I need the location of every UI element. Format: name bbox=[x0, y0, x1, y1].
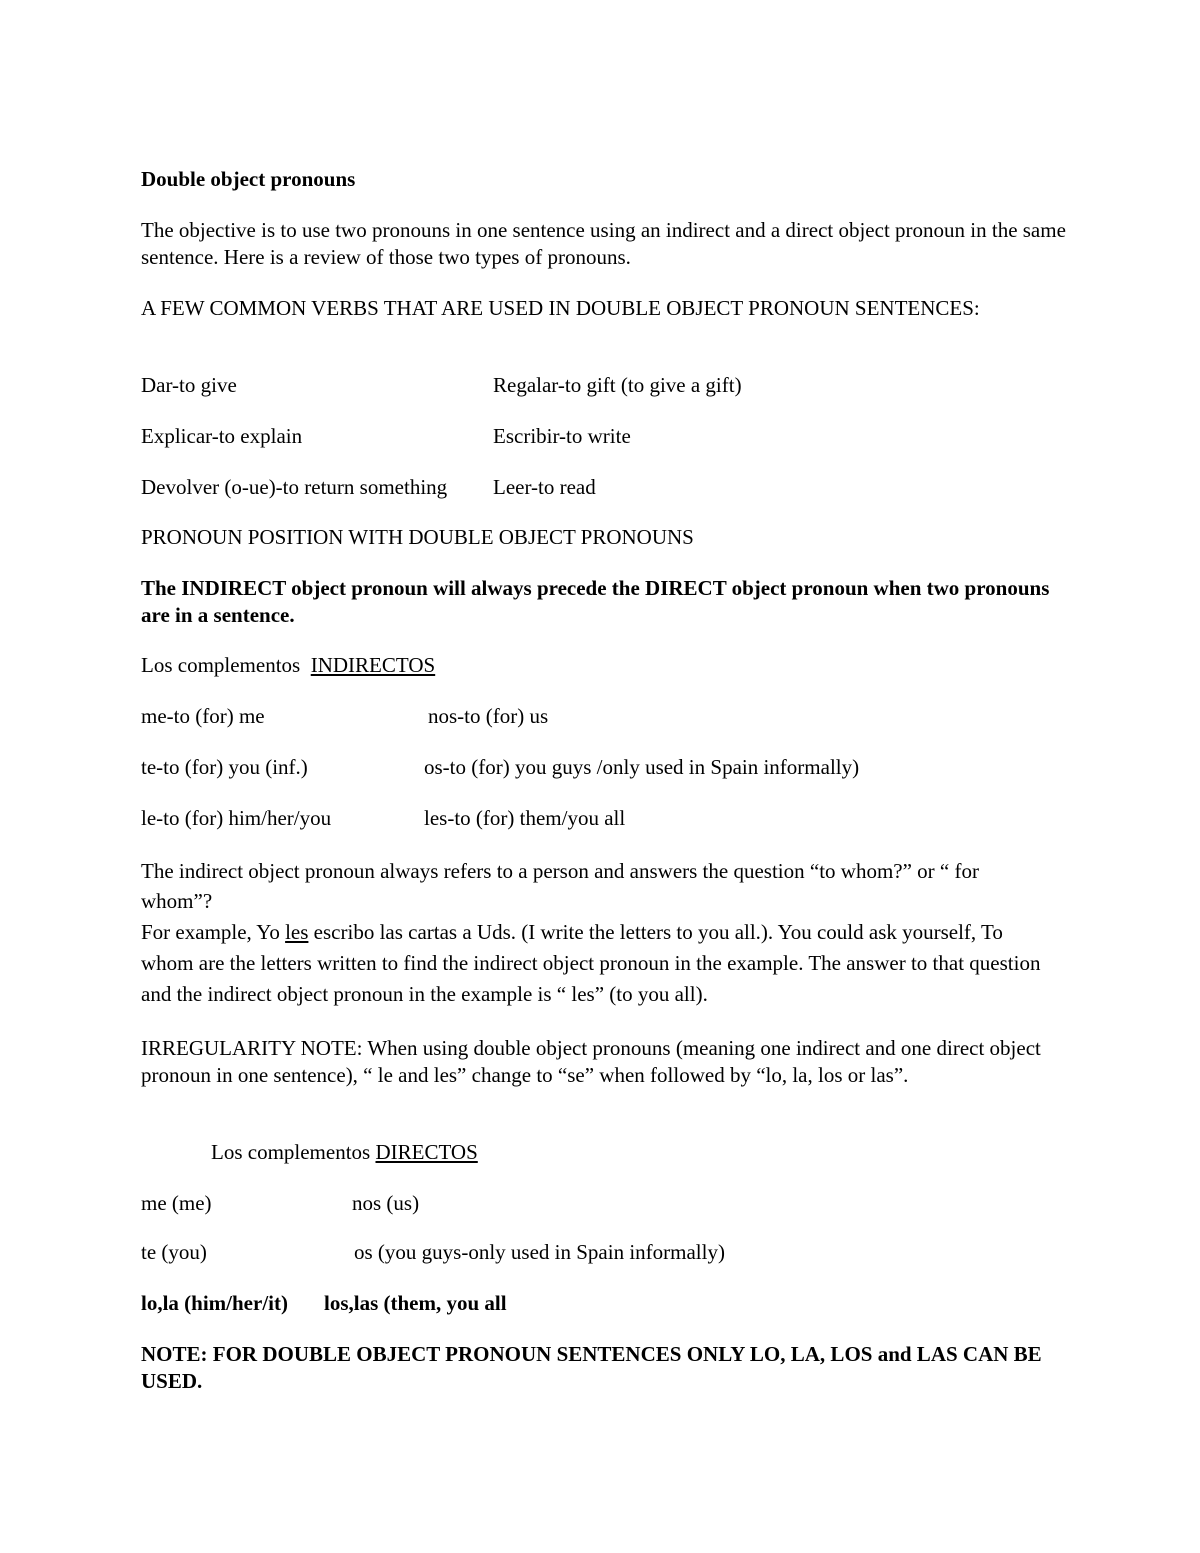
indirect-right: les-to (for) them/you all bbox=[424, 806, 626, 830]
indirect-row bbox=[141, 805, 331, 832]
direct-label bbox=[211, 1139, 478, 1166]
indirect-row bbox=[141, 703, 265, 730]
verb-right: Leer-to read bbox=[493, 475, 596, 499]
explanation-line: The indirect object pronoun always refers to a person and answers the question “to whom?” or “ for whom”? bbox=[141, 859, 979, 913]
example-post: escribo las cartas a Uds. (I write the letters to you all.). You could ask yourself, To whom are the letters written to find the indirect object pronoun in the example. The answer to that question and the indirect object pronoun in the example is “ les” (to you all). bbox=[141, 920, 1041, 1006]
final-note: NOTE: FOR DOUBLE OBJECT PRONOUN SENTENCES ONLY LO, LA, LOS and LAS CAN BE USED. bbox=[141, 1342, 1042, 1393]
position-heading: PRONOUN POSITION WITH DOUBLE OBJECT PRONOUNS bbox=[141, 525, 694, 549]
example-underlined: les bbox=[285, 920, 309, 944]
verbs-heading: A FEW COMMON VERBS THAT ARE USED IN DOUBLE OBJECT PRONOUN SENTENCES: bbox=[141, 296, 980, 320]
verb-row bbox=[141, 372, 237, 399]
indirect-label-underlined: INDIRECTOS bbox=[310, 653, 436, 677]
verb-left: Devolver (o-ue)-to return something bbox=[141, 475, 448, 499]
intro-paragraph: The objective is to use two pronouns in one sentence using an indirect and a direct object pronoun in the same sentence. Here is a review of those two types of pronouns. bbox=[141, 218, 1066, 269]
direct-row bbox=[141, 1190, 212, 1217]
indirect-right: os-to (for) you guys /only used in Spain informally) bbox=[424, 755, 860, 779]
page-title: Double object pronouns bbox=[141, 167, 356, 191]
direct-left: te (you) bbox=[141, 1240, 207, 1264]
direct-label-underlined: DIRECTOS bbox=[375, 1140, 478, 1164]
rule-statement: The INDIRECT object pronoun will always precede the DIRECT object pronoun when two pronouns are in a sentence. bbox=[141, 576, 1050, 627]
verb-row bbox=[141, 474, 447, 501]
direct-right: os (you guys-only used in Spain informally) bbox=[354, 1240, 725, 1264]
indirect-left: te-to (for) you (inf.) bbox=[141, 755, 308, 779]
verb-left: Explicar-to explain bbox=[141, 424, 303, 448]
verb-right: Regalar-to gift (to give a gift) bbox=[493, 373, 742, 397]
verb-right: Escribir-to write bbox=[493, 424, 631, 448]
example-pre: For example, Yo bbox=[141, 920, 286, 944]
indirect-left: le-to (for) him/her/you bbox=[141, 806, 332, 830]
explanation-example bbox=[141, 917, 1056, 1010]
indirect-row bbox=[141, 754, 308, 781]
verb-left: Dar-to give bbox=[141, 373, 237, 397]
indirect-right: nos-to (for) us bbox=[428, 704, 549, 728]
irregularity-note: IRREGULARITY NOTE: When using double object pronouns (meaning one indirect and one direct object pronoun in one sentence), “ le and les” change to “se” when followed by “lo, la, los or las”. bbox=[141, 1036, 1041, 1087]
direct-right: nos (us) bbox=[352, 1191, 420, 1215]
indirect-label bbox=[141, 652, 435, 679]
direct-left: me (me) bbox=[141, 1191, 212, 1215]
direct-label-text: Los complementos bbox=[211, 1140, 371, 1164]
direct-bold-row bbox=[141, 1290, 288, 1317]
indirect-left: me-to (for) me bbox=[141, 704, 265, 728]
direct-row bbox=[141, 1239, 207, 1266]
verb-row bbox=[141, 423, 302, 450]
direct-bold-left: lo,la (him/her/it) bbox=[141, 1291, 288, 1315]
direct-bold-right: los,las (them, you all bbox=[324, 1291, 507, 1315]
indirect-label-text: Los complementos bbox=[141, 653, 301, 677]
